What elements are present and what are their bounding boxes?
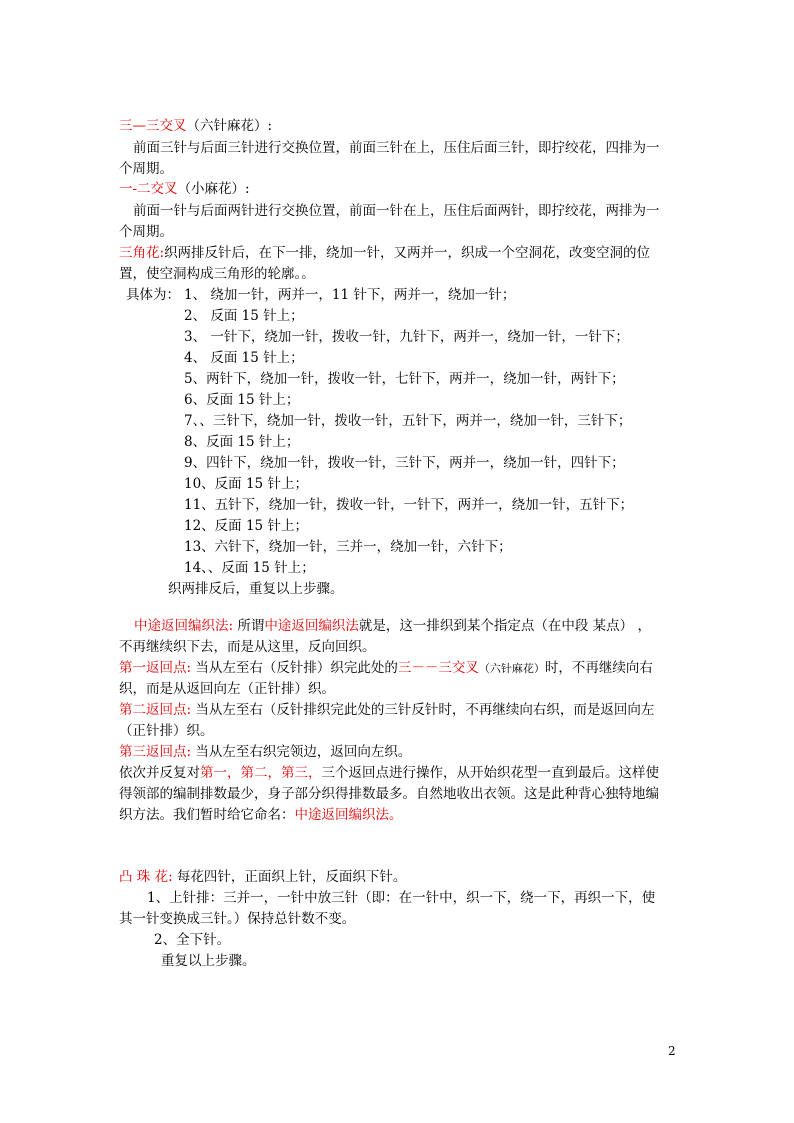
inline-text: 时，不再继续向右 <box>544 660 653 676</box>
paragraph-line: 织，而是从返回向左（正针排）织。 <box>119 681 335 697</box>
summary-line: 得领部的编制排数最少，身子部分织得排数最多。自然地收出衣领。这是此种背心独特地编 <box>119 786 659 802</box>
section-heading-bobble-pattern <box>119 869 406 886</box>
inline-red-text: 第一，第二，第三， <box>200 765 322 781</box>
heading-red-text: 一-二交叉 <box>119 181 178 197</box>
steps-intro: 具体为： <box>126 287 180 303</box>
inline-text: 就是，这一排织到某个指定点（在中段 某点） ， <box>358 618 651 634</box>
inline-text: 所谓 <box>233 618 265 634</box>
inline-text: 当从左至右（反针排）织完此处的 <box>191 660 398 676</box>
heading-rest-text: 每花四针，正面织上针，反面织下针。 <box>172 869 407 885</box>
heading-red-text: 凸 珠 花: <box>119 869 173 885</box>
step-line: 10、反面 15 针上； <box>184 476 308 492</box>
heading-rest-text: （六针麻花）: <box>186 118 273 134</box>
repeat-line: 重复以上步骤。 <box>161 953 256 969</box>
inline-red-text: 中途返回编织法。 <box>294 807 403 823</box>
paragraph-line: 个周期。 <box>119 161 173 177</box>
repeat-line: 织两排反后，重复以上步骤。 <box>168 581 344 597</box>
summary-line <box>119 807 403 824</box>
section-heading-three-three-cross <box>119 118 272 135</box>
return-point-2 <box>119 702 654 719</box>
inline-text: 三个返回点进行操作，从开始织花型一直到最后。这样使 <box>321 765 659 781</box>
step-line: 1、 绕加一针，两并一，11 针下，两并一，绕加一针； <box>184 287 516 303</box>
section-heading-triangle-pattern <box>119 245 650 262</box>
paragraph-line: （正针排）织。 <box>119 723 214 739</box>
return-point-3 <box>119 744 411 761</box>
step-line: 其一针变换成三针。）保持总针数不变。 <box>119 911 356 927</box>
step-line: 3、 一针下，绕加一针，拨收一针，九针下，两并一，绕加一针，一针下； <box>184 329 629 345</box>
step-line: 1、上针排：三并一，一针中放三针（即：在一针中，织一下，绕一下，再织一下，使 <box>147 890 656 906</box>
page-number: 2 <box>668 1044 676 1058</box>
inline-text: 当从左至右织完领边，返回向左织。 <box>191 744 412 760</box>
heading-rest-text: 织两排反针后，在下一排，绕加一针，又两并一，织成一个空洞花，改变空洞的位 <box>164 245 651 261</box>
step-line: 9、四针下，绕加一针，拨收一针，三针下，两并一，绕加一针，四针下； <box>184 455 625 471</box>
point-label: 第三返回点: <box>119 744 192 760</box>
step-line: 13、六针下，绕加一针，三并一，绕加一针，六针下； <box>184 539 512 555</box>
step-line: 11、五针下，绕加一针，拨收一针，一针下，两并一，绕加一针，五针下； <box>184 497 634 513</box>
step-line: 6、反面 15 针上； <box>184 392 300 408</box>
section-heading-midway-return <box>134 618 651 635</box>
paragraph-line: 前面三针与后面三针进行交换位置，前面三针在上，压住后面三针，即拧绞花，四排为一 <box>133 140 660 156</box>
point-label: 第二返回点: <box>119 702 192 718</box>
summary-line <box>119 765 659 782</box>
point-label: 第一返回点: <box>119 660 192 676</box>
step-line: 7、、三针下，绕加一针，拨收一针，五针下，两并一，绕加一针，三针下； <box>184 413 632 429</box>
heading-red-text: 三角花: <box>119 245 165 261</box>
step-line: 8、反面 15 针上； <box>184 434 300 450</box>
inline-text: 依次并反复对 <box>119 765 200 781</box>
inline-red-text: 中途返回编织法 <box>264 618 359 634</box>
paragraph-line: 个周期。 <box>119 224 173 240</box>
step-line: 2、全下针。 <box>154 932 231 948</box>
inline-small-text: （六针麻花） <box>478 662 545 675</box>
section-heading-one-two-cross <box>119 181 250 198</box>
inline-text: 当从左至右（反针排织完此处的三针反针时，不再继续向右织，而是返回向左 <box>191 702 655 718</box>
heading-red-text: 三—三交叉 <box>119 118 187 134</box>
step-line: 5、两针下，绕加一针，拨收一针，七针下，两并一，绕加一针，两针下； <box>184 371 625 387</box>
inline-red-text: 三－－三交叉 <box>397 660 479 676</box>
return-point-1 <box>119 660 653 677</box>
inline-text: 织方法。我们暂时给它命名： <box>119 807 295 823</box>
paragraph-line: 不再继续织下去，而是从这里，反向回织。 <box>119 639 376 655</box>
paragraph-line: 置，使空洞构成三角形的轮廓。。 <box>119 266 315 282</box>
step-line: 4、 反面 15 针上； <box>184 350 304 366</box>
step-line: 2、 反面 15 针上； <box>184 308 304 324</box>
paragraph-line: 前面一针与后面两针进行交换位置，前面一针在上，压住后面两针，即拧绞花，两排为一 <box>133 203 660 219</box>
step-line: 12、反面 15 针上； <box>184 518 308 534</box>
step-line: 14、、反面 15 针上； <box>184 560 315 576</box>
heading-rest-text: （小麻花）: <box>177 181 250 197</box>
heading-red-text: 中途返回编织法: <box>134 618 234 634</box>
